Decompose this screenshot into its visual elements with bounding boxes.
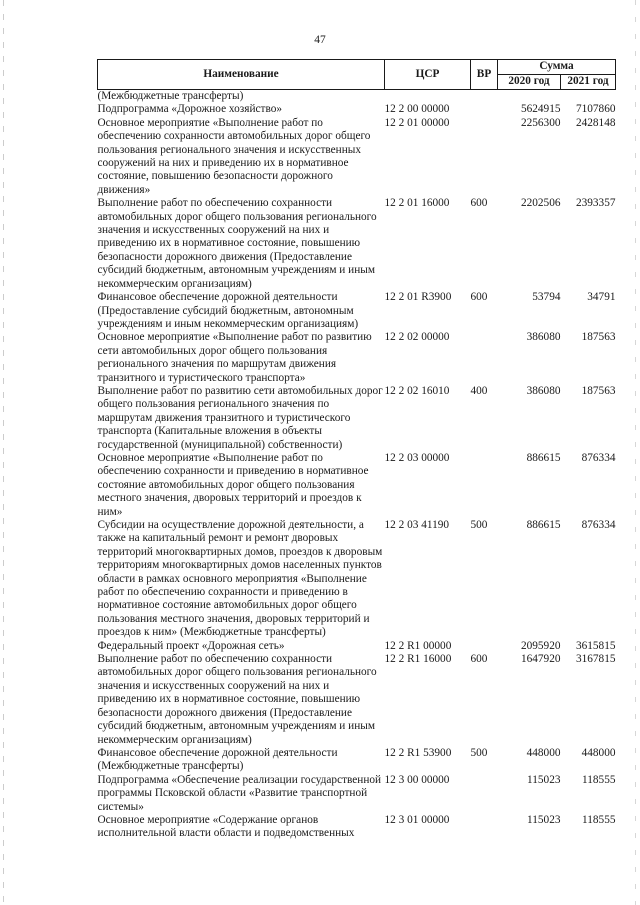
page-number: 47	[314, 34, 326, 46]
row-vr	[471, 640, 498, 653]
row-csr: 12 2 00 00000	[384, 103, 450, 116]
header-vr: ВР	[471, 60, 498, 90]
row-sum-2021: 2428148	[575, 116, 616, 129]
row-sum-2020: 1647920	[520, 653, 561, 666]
row-sum-2021: 876334	[581, 451, 616, 464]
row-name: Выполнение работ по обеспечению сохранности автомобильных дорог общего пользования регионального значения и искусственных сооружений на них и приведению их в нормативное состояние, повышению безопасности дорожного движения (Предоставление субсидий бюджетным, автономным учреждениям и иным некоммерческим организациям)	[97, 197, 377, 290]
table-row	[98, 331, 616, 385]
table-row	[98, 747, 616, 774]
table-row	[98, 653, 616, 747]
row-name: Основное мероприятие «Выполнение работ по развитию сети автомобильных дорог общего пользования регионального значения по маршрутам движения транзитного и туристического транспорта»	[97, 331, 372, 384]
table-header	[98, 60, 616, 90]
table-row	[98, 291, 616, 331]
row-csr: 12 2 02 00000	[384, 331, 450, 344]
row-csr: 12 2 01 16000	[384, 197, 450, 210]
row-name: Субсидии на осуществление дорожной деятельности, а также на капитальный ремонт и ремонт дворовых территорий многоквартирных домов, проездов к дворовым территориям многоквартирных домов населенных пунктов области в рамках основного мероприятия «Выполнение работ по обеспечению сохранности и приведению в нормативное состояние автомобильных дорог общего пользования местного значения, дворовых территорий и проездов к ним» (Межбюджетные трансферты)	[97, 519, 383, 639]
table-row	[98, 90, 616, 104]
row-name: (Межбюджетные трансферты)	[97, 90, 244, 102]
row-sum-2020: 115023	[527, 773, 561, 786]
row-vr	[471, 331, 498, 385]
row-csr: 12 3 00 00000	[384, 773, 450, 786]
table-row	[98, 640, 616, 653]
row-sum-2021: 3167815	[575, 653, 616, 666]
row-name: Выполнение работ по развитию сети автомобильных дорог общего пользования регионального значения по маршрутам движения транзитного и туристического транспорта (Капитальные вложения в объекты государственной (муниципальной) собственности)	[97, 384, 383, 451]
row-sum-2020: 886615	[526, 451, 561, 464]
row-sum-2021: 2393357	[575, 197, 616, 210]
row-name: Финансовое обеспечение дорожной деятельности (Предоставление субсидий бюджетным, автономным учреждениям и иным некоммерческим организациям)	[97, 291, 359, 330]
row-sum-2021: 118555	[582, 773, 616, 786]
row-sum-2020: 53794	[532, 291, 561, 304]
table-body	[98, 90, 616, 841]
row-sum-2020: 5624915	[520, 103, 561, 116]
table-row	[98, 519, 616, 640]
header-year-2020: 2020 год	[498, 75, 561, 90]
row-csr: 12 2 03 00000	[384, 451, 450, 464]
row-csr: 12 2 01 00000	[384, 116, 450, 129]
row-name: Основное мероприятие «Выполнение работ по обеспечению сохранности автомобильных дорог общего пользования регионального значения и искусственных сооружений на них и приведению их в нормативное состояние, повышению безопасности дорожного движения»	[97, 116, 371, 196]
table-row	[98, 452, 616, 519]
row-name: Подпрограмма «Дорожное хозяйство»	[97, 103, 282, 116]
table-row	[98, 197, 616, 291]
row-vr: 500	[470, 519, 488, 531]
row-vr: 600	[470, 197, 488, 210]
row-sum-2021	[561, 90, 616, 104]
row-vr: 600	[470, 653, 488, 666]
row-vr: 500	[470, 746, 488, 759]
row-csr: 12 2 R1 53900	[384, 746, 452, 759]
budget-table	[97, 59, 616, 841]
row-csr: 12 2 03 41190	[384, 519, 450, 531]
row-sum-2021: 448000	[581, 746, 616, 759]
row-vr	[471, 103, 498, 116]
table-row	[98, 385, 616, 452]
row-csr: 12 2 R1 00000	[384, 639, 452, 652]
row-sum-2020: 448000	[526, 746, 561, 759]
row-vr	[471, 814, 498, 841]
row-sum-2020: 386080	[526, 331, 561, 344]
scan-edge-left	[3, 0, 4, 905]
row-name: Подпрограмма «Обеспечение реализации государственной программы Псковской области «Развитие транспортной системы»	[97, 773, 382, 813]
row-sum-2020: 2256300	[520, 116, 561, 129]
row-name: Федеральный проект «Дорожная сеть»	[97, 639, 285, 652]
row-csr: 12 3 01 00000	[384, 813, 450, 826]
row-vr: 600	[470, 291, 488, 304]
row-sum-2021: 187563	[581, 384, 616, 397]
row-sum-2021: 187563	[581, 331, 616, 344]
row-vr	[471, 774, 498, 814]
row-sum-2021: 3615815	[575, 639, 616, 652]
row-name: Основное мероприятие «Выполнение работ по обеспечению сохранности и приведению в нормативное состояние автомобильных дорог общего пользования местного значения, дворовых территорий и проездов к ним»	[97, 451, 369, 518]
row-sum-2020: 386080	[526, 384, 561, 397]
row-sum-2020	[498, 90, 561, 104]
row-sum-2020: 886615	[526, 519, 561, 531]
header-sum: Сумма	[498, 60, 616, 75]
row-sum-2021: 118555	[582, 813, 616, 826]
row-csr: 12 2 02 16010	[384, 384, 450, 397]
row-vr	[471, 117, 498, 197]
row-vr	[471, 90, 498, 104]
table-row	[98, 774, 616, 814]
row-name: Основное мероприятие «Содержание органов исполнительной власти области и подведомственных	[97, 813, 355, 840]
header-csr: ЦСР	[385, 60, 471, 90]
table-row	[98, 814, 616, 841]
row-sum-2021: 34791	[587, 291, 616, 304]
header-name: Наименование	[98, 60, 385, 90]
row-vr: 400	[470, 384, 488, 397]
row-sum-2020: 2202506	[520, 197, 561, 210]
row-vr	[471, 452, 498, 519]
header-year-2021: 2021 год	[561, 75, 616, 90]
row-csr: 12 2 R1 16000	[384, 653, 452, 666]
row-sum-2021: 7107860	[575, 103, 616, 116]
row-csr: 12 2 01 R3900	[384, 291, 452, 304]
row-sum-2021: 876334	[581, 519, 616, 531]
row-sum-2020: 115023	[527, 813, 561, 826]
table-row	[98, 117, 616, 197]
row-name: Выполнение работ по обеспечению сохранности автомобильных дорог общего пользования регионального значения и искусственных сооружений на них и приведению их в нормативное состояние, повышению безопасности дорожного движения (Предоставление субсидий бюджетным, автономным учреждениям и иным некоммерческим организациям)	[97, 653, 377, 746]
table-row	[98, 103, 616, 116]
row-csr	[385, 90, 471, 104]
row-sum-2020: 2095920	[520, 639, 561, 652]
scan-edge-right	[635, 0, 636, 905]
row-name: Финансовое обеспечение дорожной деятельности (Межбюджетные трансферты)	[97, 746, 338, 773]
